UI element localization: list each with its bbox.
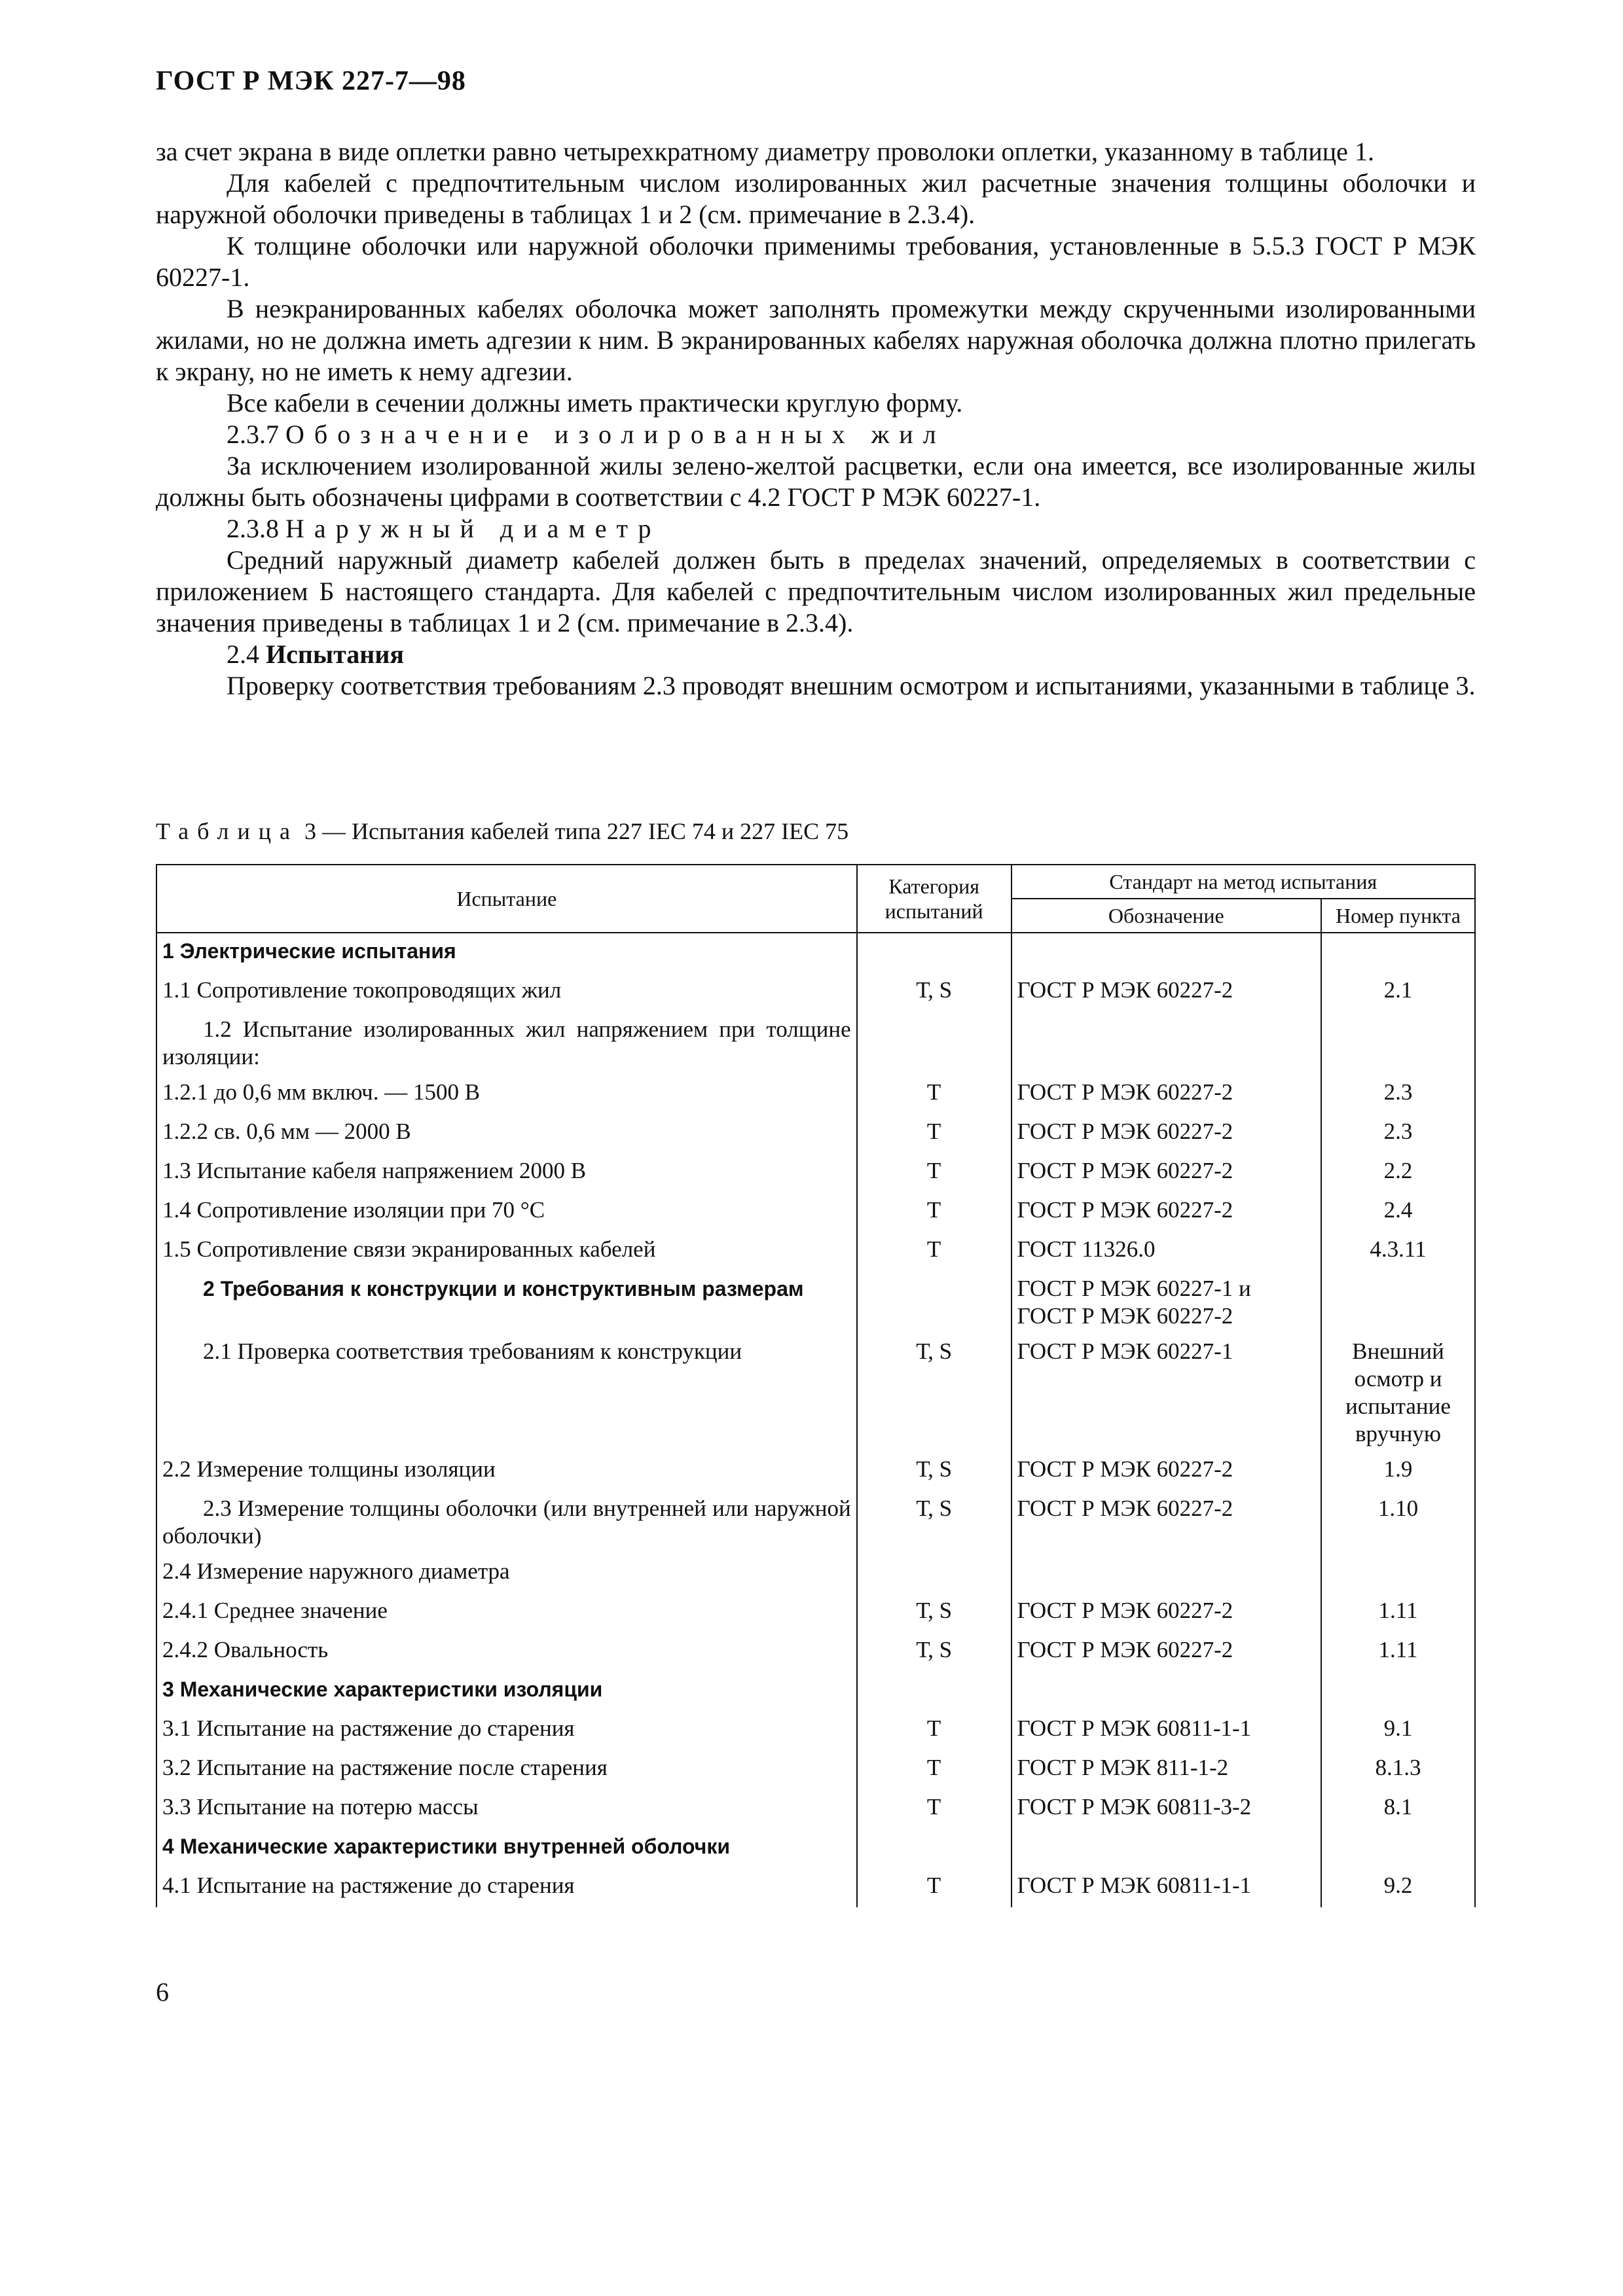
table-row (156, 1711, 1475, 1750)
body-text (156, 136, 1476, 702)
cell-clause: 9.1 (1321, 1711, 1475, 1750)
cell-test: 1.3 Испытание кабеля напряжением 2000 В (156, 1153, 857, 1193)
header-designation: Обозначение (1012, 899, 1322, 933)
paragraph: Средний наружный диаметр кабелей должен быть в пределах значений, определяемых в соответствии с приложением Б настоящего стандарта. Для кабелей с предпочтительным числом изолированных жил предельные значения приведены в таблицах 1 и 2 (см. примечание в 2.3.4). (156, 545, 1476, 637)
section-heading-2-4 (156, 639, 1476, 670)
cell-category: Т (857, 1789, 1012, 1829)
heading-number: 2.4 (227, 639, 259, 669)
tests-table (156, 864, 1476, 1907)
cell-clause: 2.4 (1321, 1193, 1475, 1232)
cell-category: Т (857, 1711, 1012, 1750)
heading-title: Испытания (266, 639, 405, 669)
table-row (156, 1193, 1475, 1232)
cell-test: 1.2.1 до 0,6 мм включ. — 1500 В (156, 1075, 857, 1114)
table-row (156, 1750, 1475, 1789)
cell-test: 4.1 Испытание на растяжение до старения (156, 1868, 857, 1907)
cell-test: 1.5 Сопротивление связи экранированных кабелей (156, 1232, 857, 1271)
cell-category: Т (857, 1750, 1012, 1789)
cell-category: Т (857, 1193, 1012, 1232)
table-row (156, 1334, 1475, 1452)
cell-clause: 2.3 (1321, 1075, 1475, 1114)
heading-number: 2.3.7 (227, 420, 279, 449)
cell-test: 1.2.2 св. 0,6 мм — 2000 В (156, 1114, 857, 1153)
header-category: Категория испытаний (857, 865, 1012, 933)
table-row (156, 1868, 1475, 1907)
cell-designation: ГОСТ 11326.0 (1012, 1232, 1322, 1271)
cell-test: 2.1 Проверка соответствия требованиям к конструкции (156, 1334, 857, 1452)
table-row (156, 973, 1475, 1012)
cell-clause: 9.2 (1321, 1868, 1475, 1907)
table-row (156, 1672, 1475, 1711)
subsection-heading-2-3-8 (156, 513, 1476, 545)
cell-test: 3 Механические характеристики изоляции (156, 1672, 857, 1711)
heading-number: 2.3.8 (227, 514, 279, 543)
cell-clause: 2.3 (1321, 1114, 1475, 1153)
table-row (156, 1491, 1475, 1554)
document-header: ГОСТ Р МЭК 227-7—98 (156, 66, 466, 96)
cell-designation: ГОСТ Р МЭК 60227-2 (1012, 1075, 1322, 1114)
cell-test: 2.4.1 Среднее значение (156, 1593, 857, 1632)
table-row (156, 1554, 1475, 1593)
cell-category: Т (857, 1868, 1012, 1907)
cell-designation: ГОСТ Р МЭК 60227-2 (1012, 1593, 1322, 1632)
paragraph: К толщине оболочки или наружной оболочки применимы требования, установленные в 5.5.3 ГОСТ Р МЭК 60227-1. (156, 231, 1476, 292)
cell-category: Т (857, 1075, 1012, 1114)
cell-clause: 4.3.11 (1321, 1232, 1475, 1271)
cell-test: 3.1 Испытание на растяжение до старения (156, 1711, 857, 1750)
cell-test: 1.1 Сопротивление токопроводящих жил (156, 973, 857, 1012)
cell-category: Т, S (857, 1334, 1012, 1452)
heading-title: Обозначение изолированных жил (285, 420, 946, 449)
cell-clause: 1.10 (1321, 1491, 1475, 1554)
header-test: Испытание (156, 865, 857, 933)
cell-category: Т (857, 1232, 1012, 1271)
table-row (156, 1829, 1475, 1868)
cell-test: 1 Электрические испытания (156, 933, 857, 973)
paragraph: Проверку соответствия требованиям 2.3 проводят внешним осмотром и испытаниями, указанными в таблице 3. (227, 671, 1476, 700)
table-row (156, 1075, 1475, 1114)
cell-designation: ГОСТ Р МЭК 60227-2 (1012, 973, 1322, 1012)
table-row (156, 1789, 1475, 1829)
header-standard-group: Стандарт на метод испытания (1012, 865, 1475, 899)
table-caption-text: 3 — Испытания кабелей типа 227 IEC 74 и 227 IEC 75 (304, 818, 849, 844)
cell-test: 1.2 Испытание изолированных жил напряжением при толщине изоляции: (156, 1012, 857, 1075)
subsection-heading-2-3-7 (156, 419, 1476, 450)
cell-clause: 2.2 (1321, 1153, 1475, 1193)
cell-test: 2.3 Измерение толщины оболочки (или внутренней или наружной оболочки) (156, 1491, 857, 1554)
cell-designation: ГОСТ Р МЭК 811-1-2 (1012, 1750, 1322, 1789)
cell-category: Т, S (857, 1632, 1012, 1672)
cell-clause: 1.11 (1321, 1632, 1475, 1672)
cell-designation: ГОСТ Р МЭК 60811-1-1 (1012, 1868, 1322, 1907)
cell-clause: 8.1.3 (1321, 1750, 1475, 1789)
paragraph: За исключением изолированной жилы зелено-желтой расцветки, если она имеется, все изолированные жилы должны быть обозначены цифрами в соответствии с 4.2 ГОСТ Р МЭК 60227-1. (156, 451, 1476, 512)
page-number: 6 (156, 1977, 169, 2007)
paragraph: Для кабелей с предпочтительным числом изолированных жил расчетные значения толщины оболочки и наружной оболочки приведены в таблицах 1 и 2 (см. примечание в 2.3.4). (156, 168, 1476, 229)
cell-test: 4 Механические характеристики внутренней оболочки (156, 1829, 857, 1868)
cell-clause: 1.9 (1321, 1452, 1475, 1491)
cell-test: 3.3 Испытание на потерю массы (156, 1789, 857, 1829)
cell-category: Т, S (857, 973, 1012, 1012)
table-caption-label: Таблица (156, 818, 299, 844)
table-row (156, 1153, 1475, 1193)
heading-title: Наружный диаметр (285, 514, 661, 543)
cell-test: 2.2 Измерение толщины изоляции (156, 1452, 857, 1491)
cell-clause: 8.1 (1321, 1789, 1475, 1829)
table-row (156, 1271, 1475, 1334)
cell-category: Т (857, 1114, 1012, 1153)
cell-designation: ГОСТ Р МЭК 60227-2 (1012, 1491, 1322, 1554)
cell-designation: ГОСТ Р МЭК 60227-2 (1012, 1632, 1322, 1672)
table-row (156, 933, 1475, 973)
cell-test: 2.4.2 Овальность (156, 1632, 857, 1672)
cell-designation (1012, 1271, 1322, 1334)
cell-designation: ГОСТ Р МЭК 60227-2 (1012, 1452, 1322, 1491)
cell-designation: ГОСТ Р МЭК 60811-3-2 (1012, 1789, 1322, 1829)
cell-clause: 1.11 (1321, 1593, 1475, 1632)
table-row (156, 1232, 1475, 1271)
paragraph: Все кабели в сечении должны иметь практически круглую форму. (227, 388, 963, 418)
designation-line: ГОСТ Р МЭК 60227-2 (1017, 1303, 1233, 1329)
cell-test: 3.2 Испытание на растяжение после старения (156, 1750, 857, 1789)
cell-test: 1.4 Сопротивление изоляции при 70 °С (156, 1193, 857, 1232)
cell-designation: ГОСТ Р МЭК 60227-2 (1012, 1114, 1322, 1153)
cell-test: 2.4 Измерение наружного диаметра (156, 1554, 857, 1593)
designation-line: ГОСТ Р МЭК 60227-1 и (1017, 1276, 1251, 1301)
table-row (156, 1114, 1475, 1153)
cell-designation: ГОСТ Р МЭК 60227-2 (1012, 1193, 1322, 1232)
header-clause: Номер пункта (1321, 899, 1475, 933)
cell-test: 2 Требования к конструкции и конструктивным размерам (156, 1271, 857, 1334)
cell-designation: ГОСТ Р МЭК 60227-2 (1012, 1153, 1322, 1193)
cell-clause: Внешний осмотр и испытание вручную (1321, 1334, 1475, 1452)
cell-category: Т, S (857, 1491, 1012, 1554)
table-caption (156, 817, 848, 846)
cell-designation: ГОСТ Р МЭК 60227-1 (1012, 1334, 1322, 1452)
paragraph: за счет экрана в виде оплетки равно четырехкратному диаметру проволоки оплетки, указанному в таблице 1. (156, 137, 1374, 166)
table-row (156, 1452, 1475, 1491)
table-row (156, 1012, 1475, 1075)
cell-category: Т, S (857, 1452, 1012, 1491)
table-row (156, 1632, 1475, 1672)
cell-designation: ГОСТ Р МЭК 60811-1-1 (1012, 1711, 1322, 1750)
table-row (156, 1593, 1475, 1632)
cell-category: Т (857, 1153, 1012, 1193)
cell-category: Т, S (857, 1593, 1012, 1632)
cell-clause: 2.1 (1321, 973, 1475, 1012)
paragraph: В неэкранированных кабелях оболочка может заполнять промежутки между скрученными изолированными жилами, но не должна иметь адгезии к ним. В экранированных кабелях наружная оболочка должна плотно прилегать к экрану, но не иметь к нему адгезии. (156, 294, 1476, 386)
